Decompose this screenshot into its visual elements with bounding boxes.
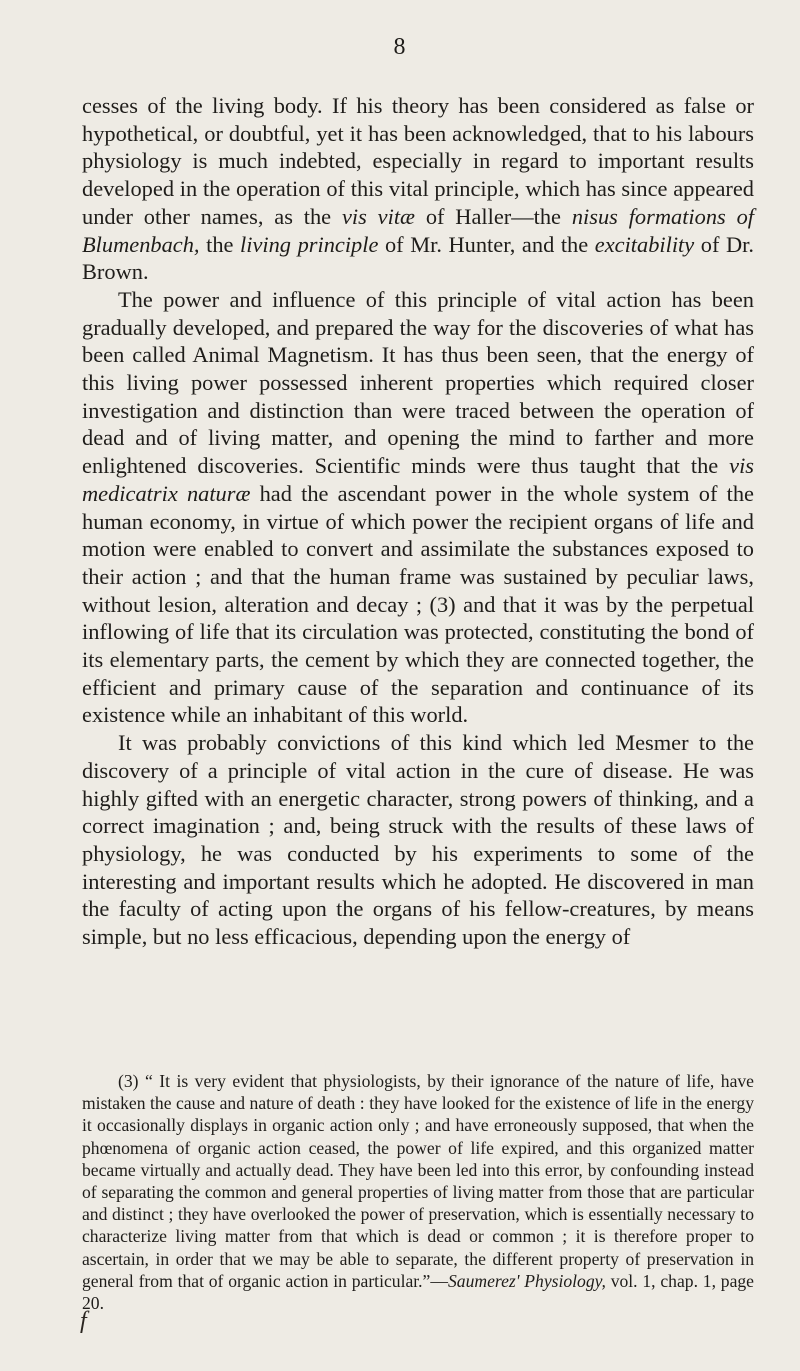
- footnote-text: [82, 1070, 754, 1314]
- footnote: [82, 1070, 754, 1314]
- text-run: of Haller—the: [414, 203, 572, 229]
- italic-run: nisus formations of Blumenbach,: [82, 203, 754, 257]
- page-number: 8: [393, 34, 407, 60]
- paragraph-1: [82, 92, 754, 286]
- italic-run: vis medicatrix naturæ: [82, 453, 754, 506]
- text-run: cesses of the living body. If his theory has been considered as false or hypothetical, or doubtful, yet it has been acknowledged, that to his labours physiology is much indebted, especially in regard to important results developed in the operation of this vital principle, which has since appeared under other names, as the: [82, 93, 754, 229]
- paragraph-3: [82, 729, 754, 951]
- text-run: had the ascendant power in the whole system of the human economy, in virtue of which power the recipient organs of life and motion were enabled to convert and assimilate the substances exposed to their action ; and that the human frame was sustained by peculiar laws, without lesion, alteration and decay ; (3) and that it was by the perpetual inflowing of life that its circulation was protected, constituting the bond of its elementary parts, the cement by which they are connected together, the efficient and primary cause of the separation and continuance of its existence while an inhabitant of this world.: [82, 480, 754, 728]
- italic-run: excitability: [594, 231, 695, 257]
- body-text: [82, 92, 754, 951]
- italic-run: vis vitæ: [341, 203, 415, 229]
- text-run: It was probably convictions of this kind which led Mesmer to the discovery of a principle of vital action in the cure of disease. He was highly gifted with an energetic character, strong powers of thinking, and a correct imagination ; and, being struck with the results of these laws of physiology, he was conducted by his experiments to some of the interesting and important results which he adopted. He discovered in man the faculty of acting upon the organs of his fellow-creatures, by means simple, but no less efficacious, depending upon the energy of: [82, 730, 754, 950]
- text-run: the: [199, 231, 241, 257]
- bottom-mark: f: [80, 1308, 87, 1334]
- italic-run: living principle: [240, 231, 379, 257]
- text-run: of Mr. Hunter, and the: [378, 231, 595, 257]
- text-run: The power and influence of this principle of vital action has been gradually developed, and prepared the way for the discoveries of what has been called Animal Magnetism. It has thus been seen, that the energy of this living power possessed inherent properties which required closer investigation and distinction than were traced between the operation of dead and of living matter, and opening the mind to farther and more enlightened discoveries. Scientific minds were thus taught that the: [82, 286, 754, 479]
- text-run: (3) “ It is very evident that physiologists, by their ignorance of the nature of life, have mistaken the cause and nature of death : they have looked for the existence of life in the energy it occasionally displays in organic action only ; and have erroneously supposed, that when the phœnomena of organic action ceased, the power of life expired, and this organized matter became virtually and actually dead. They have been led into this error, by confounding instead of separating the common and general properties of living matter from those that are particular and distinct ; they have overlooked the power of preservation, which is essentially necessary to characterize living matter from that which is dead or common ; it is therefore proper to ascertain, in order that we may be able to separate, the different property of preservation in general from that of organic action in particular.”—: [82, 1071, 754, 1291]
- text-run: vol. 1, chap. 1, page 20.: [82, 1270, 754, 1314]
- paragraph-2: [82, 286, 754, 729]
- text-run: of Dr. Brown.: [82, 231, 754, 285]
- italic-run: Saumerez' Physiology,: [447, 1270, 606, 1291]
